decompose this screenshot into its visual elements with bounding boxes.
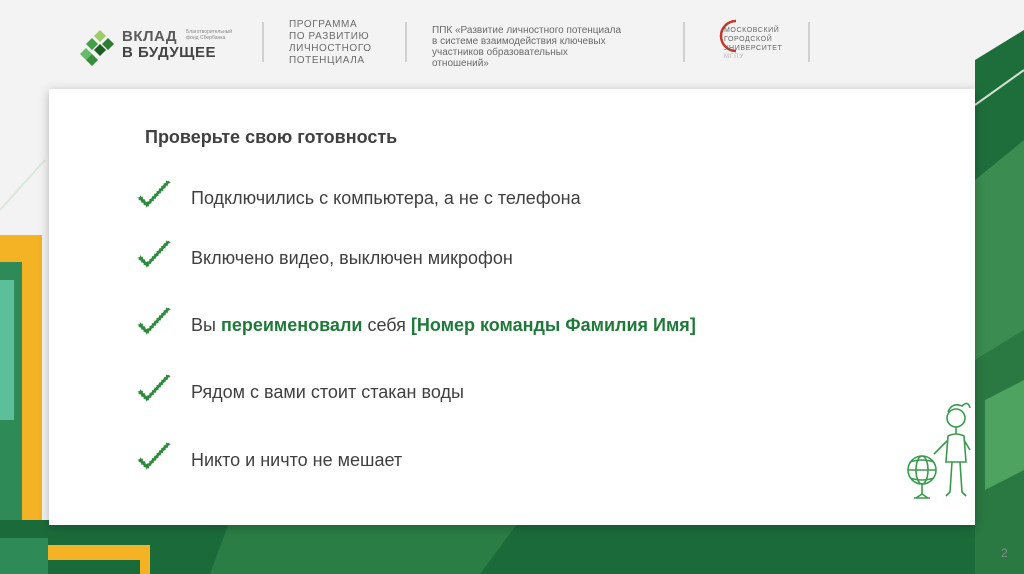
program-title: ПРОГРАММА ПО РАЗВИТИЮ ЛИЧНОСТНОГО ПОТЕНЦИАЛА <box>289 19 372 66</box>
checklist-text: Подключились с компьютера, а не с телефона <box>191 188 581 208</box>
text-pre: Вы <box>191 315 221 335</box>
ppk-title: ППК «Развитие личностного потенциала в системе взаимодействия ключевых участников образовательных отношений» <box>432 25 622 69</box>
checklist-text <box>191 315 696 336</box>
checkmark-icon <box>133 438 175 478</box>
page-number: 2 <box>1001 546 1008 560</box>
logo-line2: В БУДУЩЕЕ <box>122 44 216 61</box>
header-divider <box>405 22 407 62</box>
checkmark-icon <box>133 303 175 343</box>
header <box>0 0 1024 84</box>
highlight-renamed: переименовали <box>220 315 363 335</box>
vklad-logo-icon <box>80 26 120 66</box>
university-name: МОСКОВСКИЙ ГОРОДСКОЙ УНИВЕРСИТЕТ <box>724 27 783 52</box>
header-divider <box>262 22 264 62</box>
vklad-logo <box>80 26 255 66</box>
header-divider <box>683 22 685 62</box>
header-divider <box>808 22 810 62</box>
logo-subtitle: Благотворительный фонд Сбербанка <box>186 29 233 41</box>
checklist-text: Включено видео, выключен микрофон <box>191 248 513 268</box>
checklist-text: Рядом с вами стоит стакан воды <box>191 382 464 402</box>
checklist-text: Никто и ничто не мешает <box>191 450 403 470</box>
highlight-team-name: [Номер команды Фамилия Имя] <box>410 315 696 335</box>
page-title: Проверьте свою готовность <box>145 127 398 147</box>
text-mid: себя <box>362 315 411 335</box>
checkmark-icon <box>133 236 175 276</box>
content-card <box>49 89 975 525</box>
checkmark-icon <box>133 370 175 410</box>
logo-line1: ВКЛАД <box>122 28 178 45</box>
girl-with-globe-illustration <box>896 392 986 512</box>
university-abbr: МГПУ <box>724 54 745 60</box>
checkmark-icon <box>133 176 175 216</box>
